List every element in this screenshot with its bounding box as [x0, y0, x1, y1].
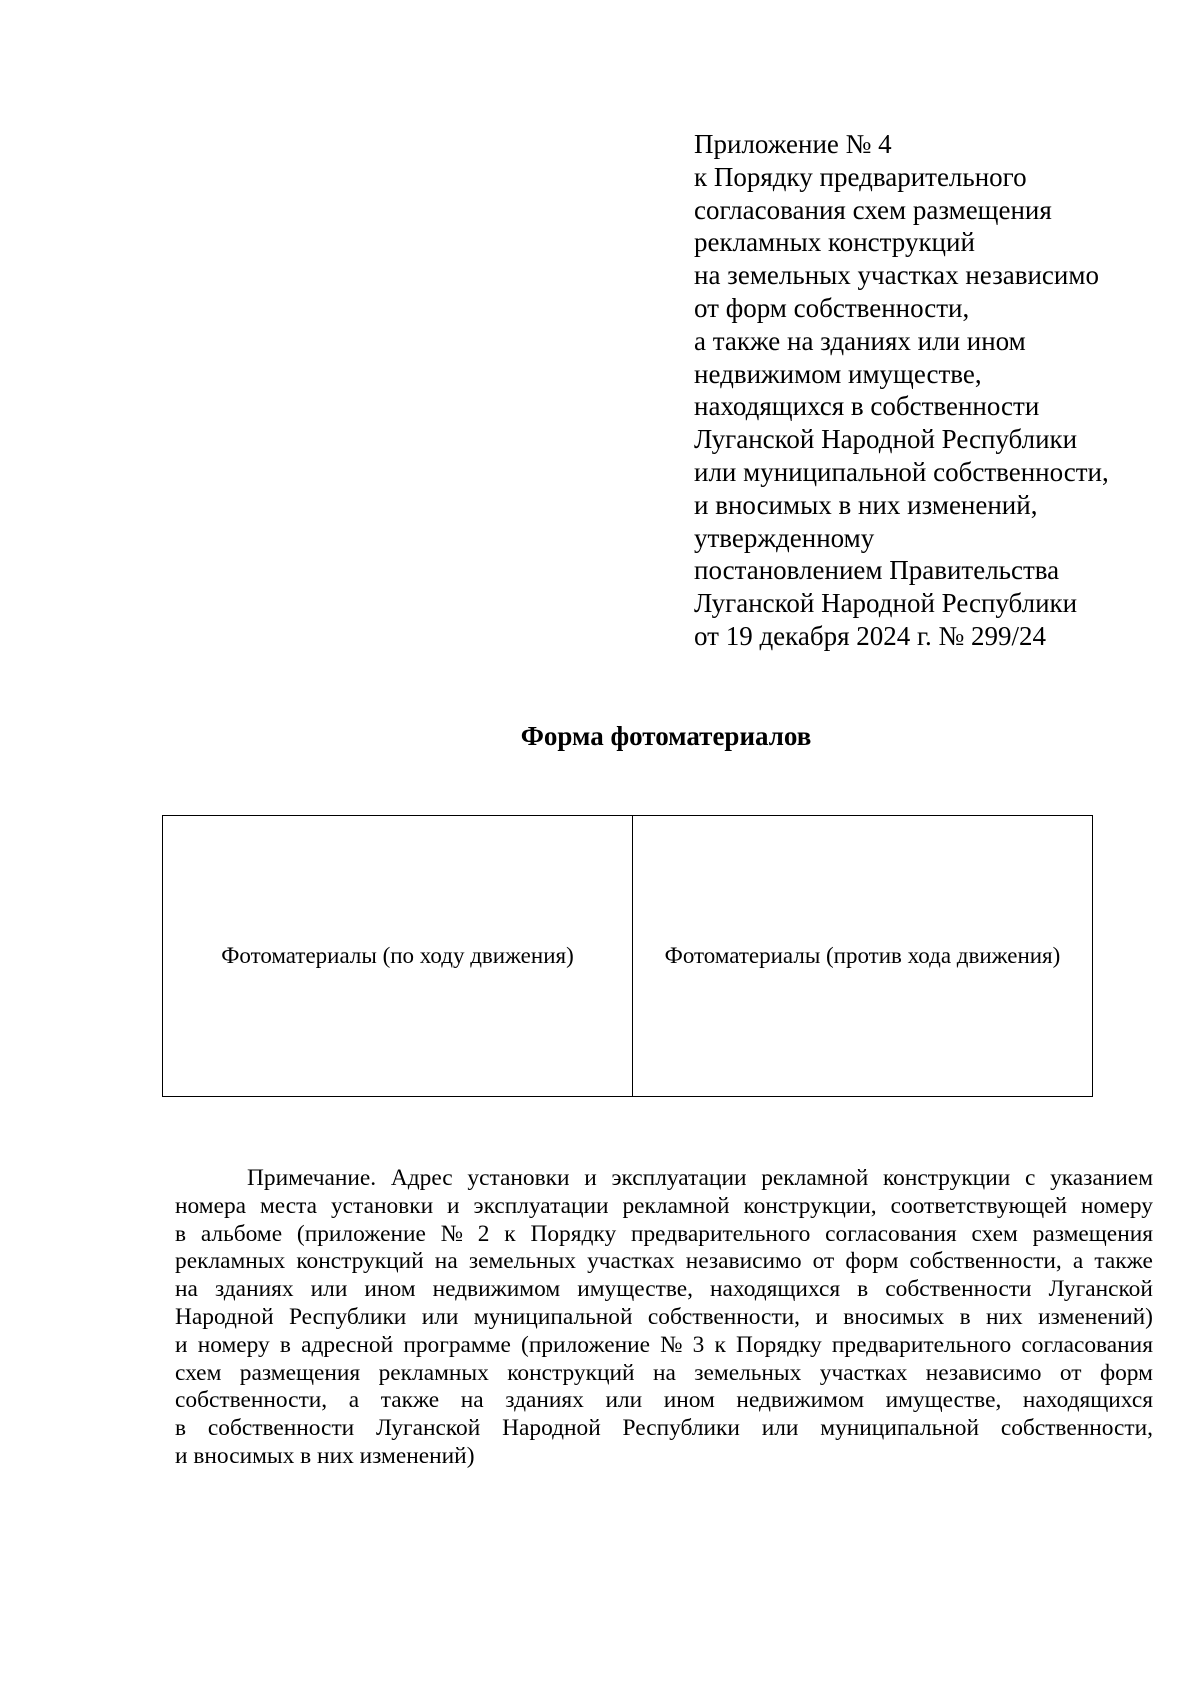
note-word: них	[986, 1303, 1023, 1330]
note-word: 2	[477, 1220, 490, 1247]
note-word: собственности,	[175, 1387, 328, 1414]
note-word: собственности,	[1000, 1415, 1153, 1442]
note-word: рекламных	[175, 1248, 286, 1275]
note-line	[175, 1415, 1153, 1443]
note-word: указанием	[1050, 1165, 1153, 1191]
note-word: Луганской	[1048, 1276, 1153, 1303]
note-word: номеру	[197, 1331, 270, 1358]
note-word: на	[434, 1248, 458, 1275]
note-word: конструкции	[882, 1165, 1011, 1191]
note-word: или	[761, 1415, 799, 1442]
note-word: предварительного	[630, 1220, 811, 1247]
note-word: недвижимом	[736, 1387, 864, 1414]
note-word: находящихся	[1022, 1387, 1153, 1414]
note-word: имуществе,	[577, 1276, 693, 1303]
note-word: в	[175, 1415, 187, 1442]
note-word: эксплуатации	[473, 1192, 609, 1219]
note-word: собственности	[885, 1276, 1032, 1303]
note-word: №	[660, 1331, 683, 1358]
note-word: или	[421, 1303, 459, 1330]
note-word: в	[175, 1220, 187, 1247]
note-word: Порядку	[736, 1331, 822, 1358]
note-word: размещения	[1032, 1220, 1153, 1247]
appendix-header-line: рекламных конструкций	[694, 227, 975, 258]
note-word: №	[440, 1220, 463, 1247]
note-word: к	[714, 1331, 726, 1358]
note-line	[175, 1193, 1153, 1221]
appendix-header-line: от форм собственности,	[694, 292, 970, 323]
note-word: установки	[467, 1165, 570, 1191]
note-word: земельных	[694, 1359, 802, 1386]
appendix-header-line: от 19 декабря 2024 г. № 299/24	[694, 620, 1047, 651]
note-word: и	[175, 1331, 188, 1358]
note-word: независимо	[685, 1248, 802, 1275]
note-word: номера	[175, 1192, 247, 1219]
note-word: форм	[1099, 1359, 1153, 1386]
note-word: программе	[403, 1331, 511, 1358]
appendix-header-line: Луганской Народной Республики	[694, 588, 1078, 619]
note-word: недвижимом	[432, 1276, 561, 1303]
note-word: адресной	[301, 1331, 394, 1358]
note-word: размещения	[239, 1359, 361, 1386]
note-word: Луганской	[376, 1415, 481, 1442]
note-word: схем	[971, 1220, 1018, 1247]
note-word: (приложение	[296, 1220, 426, 1247]
photo-cell-along-traffic: Фотоматериалы (по ходу движения)	[163, 816, 633, 1097]
note-line	[175, 1248, 1153, 1276]
note-word: от	[812, 1248, 835, 1275]
note-word: зданиях	[214, 1276, 294, 1303]
note-word: 3	[692, 1331, 705, 1358]
note-word: собственности	[207, 1415, 355, 1442]
appendix-header-line: находящихся в собственности	[694, 391, 1040, 422]
appendix-header	[694, 128, 1164, 653]
note-word: на	[175, 1276, 198, 1303]
note-word: ином	[663, 1387, 715, 1414]
note-text: и вносимых в них изменений)	[175, 1442, 475, 1469]
note-word: или	[310, 1276, 348, 1303]
note-word: в	[959, 1303, 971, 1330]
note-line	[175, 1387, 1153, 1415]
appendix-header-line: постановлением Правительства	[694, 555, 1060, 586]
note-word: участках	[587, 1248, 675, 1275]
note-line	[175, 1276, 1153, 1304]
note-word: Народной	[175, 1303, 274, 1330]
note-line	[175, 1443, 1153, 1471]
appendix-header-line: Луганской Народной Республики	[694, 424, 1078, 455]
note-word: муниципальной	[820, 1415, 980, 1442]
note-word: а	[348, 1387, 360, 1414]
note-word: изменений)	[1038, 1303, 1153, 1330]
note-word: согласования	[1021, 1331, 1153, 1358]
note-word: альбоме	[200, 1220, 283, 1247]
note-word: зданиях	[505, 1387, 584, 1414]
appendix-header-line: а также на зданиях или ином	[694, 325, 1026, 356]
note-word: эксплуатации	[611, 1165, 747, 1191]
appendix-header-line: согласования схем размещения	[694, 194, 1052, 225]
note-word: ином	[364, 1276, 416, 1303]
note-word: конструкций	[507, 1359, 635, 1386]
note-word: к	[504, 1220, 516, 1247]
note-word: имуществе,	[885, 1387, 1002, 1414]
note-word: и	[447, 1192, 460, 1219]
note-word: номеру	[1080, 1192, 1153, 1219]
note-word: Республики	[288, 1303, 407, 1330]
note-paragraph	[175, 1165, 1153, 1471]
note-word: земельных	[468, 1248, 576, 1275]
note-word: с	[1024, 1165, 1036, 1191]
photo-materials-table	[162, 815, 1093, 1097]
note-line	[175, 1360, 1153, 1388]
note-word: муниципальной	[473, 1303, 633, 1330]
note-word: конструкций	[296, 1248, 424, 1275]
note-word: места	[259, 1192, 318, 1219]
appendix-header-line: и вносимых в них изменений,	[694, 489, 1038, 520]
appendix-header-line: недвижимом имуществе,	[694, 358, 982, 389]
note-word: рекламных	[378, 1359, 489, 1386]
note-word: Адрес	[390, 1165, 453, 1191]
note-word: вносимых	[843, 1303, 945, 1330]
note-word: в	[279, 1331, 291, 1358]
appendix-header-line: Приложение № 4	[694, 129, 892, 159]
note-word: схем	[175, 1359, 222, 1386]
form-title: Форма фотоматериалов	[520, 721, 812, 751]
appendix-header-line: или муниципальной собственности,	[694, 456, 1109, 487]
note-word: собственности,	[909, 1248, 1062, 1275]
note-word: соответствующей	[890, 1192, 1067, 1219]
note-line	[175, 1332, 1153, 1360]
note-word: Народной	[502, 1415, 601, 1442]
note-word: форм	[845, 1248, 899, 1275]
note-word: рекламной	[622, 1192, 730, 1219]
note-word: также	[1094, 1248, 1153, 1275]
note-word: находящихся	[710, 1276, 841, 1303]
note-word: согласования	[825, 1220, 957, 1247]
appendix-header-line: утвержденному	[694, 522, 875, 553]
note-word: от	[1059, 1359, 1082, 1386]
note-word: Примечание.	[247, 1165, 377, 1191]
appendix-header-line: на земельных участках независимо	[694, 260, 1099, 291]
photo-cell-against-traffic: Фотоматериалы (против хода движения)	[633, 816, 1093, 1097]
note-word: также	[380, 1387, 440, 1414]
note-word: установки	[330, 1192, 434, 1219]
note-word: участках	[819, 1359, 908, 1386]
note-word: Республики	[622, 1415, 740, 1442]
note-word: на	[652, 1359, 676, 1386]
note-word: и	[584, 1165, 597, 1191]
note-word: а	[1072, 1248, 1084, 1275]
note-word: (приложение	[521, 1331, 651, 1358]
note-word: на	[460, 1387, 484, 1414]
note-word: в	[857, 1276, 869, 1303]
note-word: рекламной	[761, 1165, 869, 1191]
appendix-header-line: к Порядку предварительного	[694, 161, 1027, 192]
note-word: независимо	[925, 1359, 1042, 1386]
note-word: собственности,	[647, 1303, 801, 1330]
note-line	[175, 1221, 1153, 1249]
note-word: и	[815, 1303, 828, 1330]
note-line	[175, 1165, 1153, 1193]
table-row	[163, 816, 1093, 1097]
note-word: конструкции,	[743, 1192, 877, 1219]
note-word: Порядку	[530, 1220, 617, 1247]
note-word: или	[605, 1387, 643, 1414]
note-word: предварительного	[831, 1331, 1012, 1358]
note-line	[175, 1304, 1153, 1332]
